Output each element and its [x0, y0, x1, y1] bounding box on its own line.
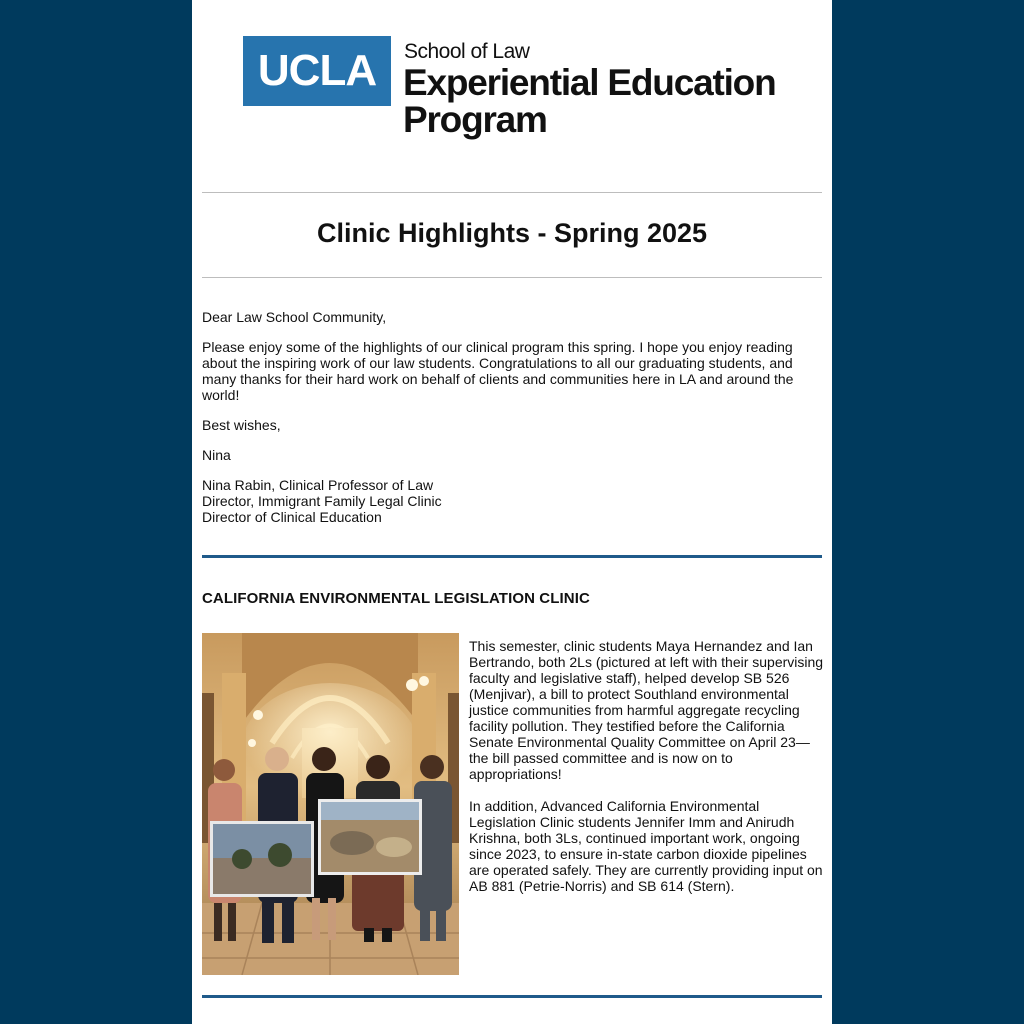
signature-block — [202, 477, 817, 525]
letter-body: Please enjoy some of the highlights of our clinical program this spring. I hope you enjoy reading about the inspiring work of our law students. Congratulations to all our graduating students, and many thanks for their hard work on behalf of clients and communities here in LA and around the world! — [202, 339, 794, 403]
clinic-group-photo — [202, 633, 459, 975]
letter-greeting: Dear Law School Community, — [202, 309, 387, 325]
logo-program-line2: Program — [403, 99, 547, 140]
section-paragraph-2: In addition, Advanced California Environmental Legislation Clinic students Jennifer Imm and Anirudh Krishna, both 3Ls, continued important work, ongoing since 2023, to ensure in-state carbon dioxide pipelines are operated safely. They are currently providing input on AB 881 (Petrie-Norris) and SB 614 (Stern). — [469, 798, 823, 894]
logo-school-name: School of Law — [404, 40, 530, 63]
signature-title-2: Director, Immigrant Family Legal Clinic — [202, 493, 442, 509]
section-body — [469, 638, 824, 910]
ucla-logo-mark: UCLA — [243, 36, 391, 106]
letter-closing: Best wishes, — [202, 417, 281, 433]
intro-letter — [202, 309, 817, 539]
page-title: Clinic Highlights - Spring 2025 — [316, 218, 708, 248]
section-divider-bottom — [202, 995, 822, 998]
section-divider-top — [202, 555, 822, 558]
divider-top — [202, 192, 822, 193]
ucla-law-logo — [243, 36, 783, 146]
newsletter-page — [192, 0, 832, 1024]
logo-program-line1: Experiential Education — [403, 62, 776, 103]
section-paragraph-1: This semester, clinic students Maya Hernandez and Ian Bertrando, both 2Ls (pictured at left with their supervising faculty and legislative staff), helped develop SB 526 (Menjivar), a bill to protect Southland environmental justice communities from harmful aggregate recycling facility pollution. They testified before the California Senate Environmental Quality Committee on April 23—the bill passed committee and is now on to appropriations! — [469, 638, 824, 782]
divider-title — [202, 277, 822, 278]
letter-signature: Nina — [202, 447, 231, 463]
signature-title-1: Nina Rabin, Clinical Professor of Law — [202, 477, 434, 493]
signature-title-3: Director of Clinical Education — [202, 509, 382, 525]
section-heading: CALIFORNIA ENVIRONMENTAL LEGISLATION CLINIC — [202, 590, 590, 607]
logo-program-name — [403, 64, 775, 138]
